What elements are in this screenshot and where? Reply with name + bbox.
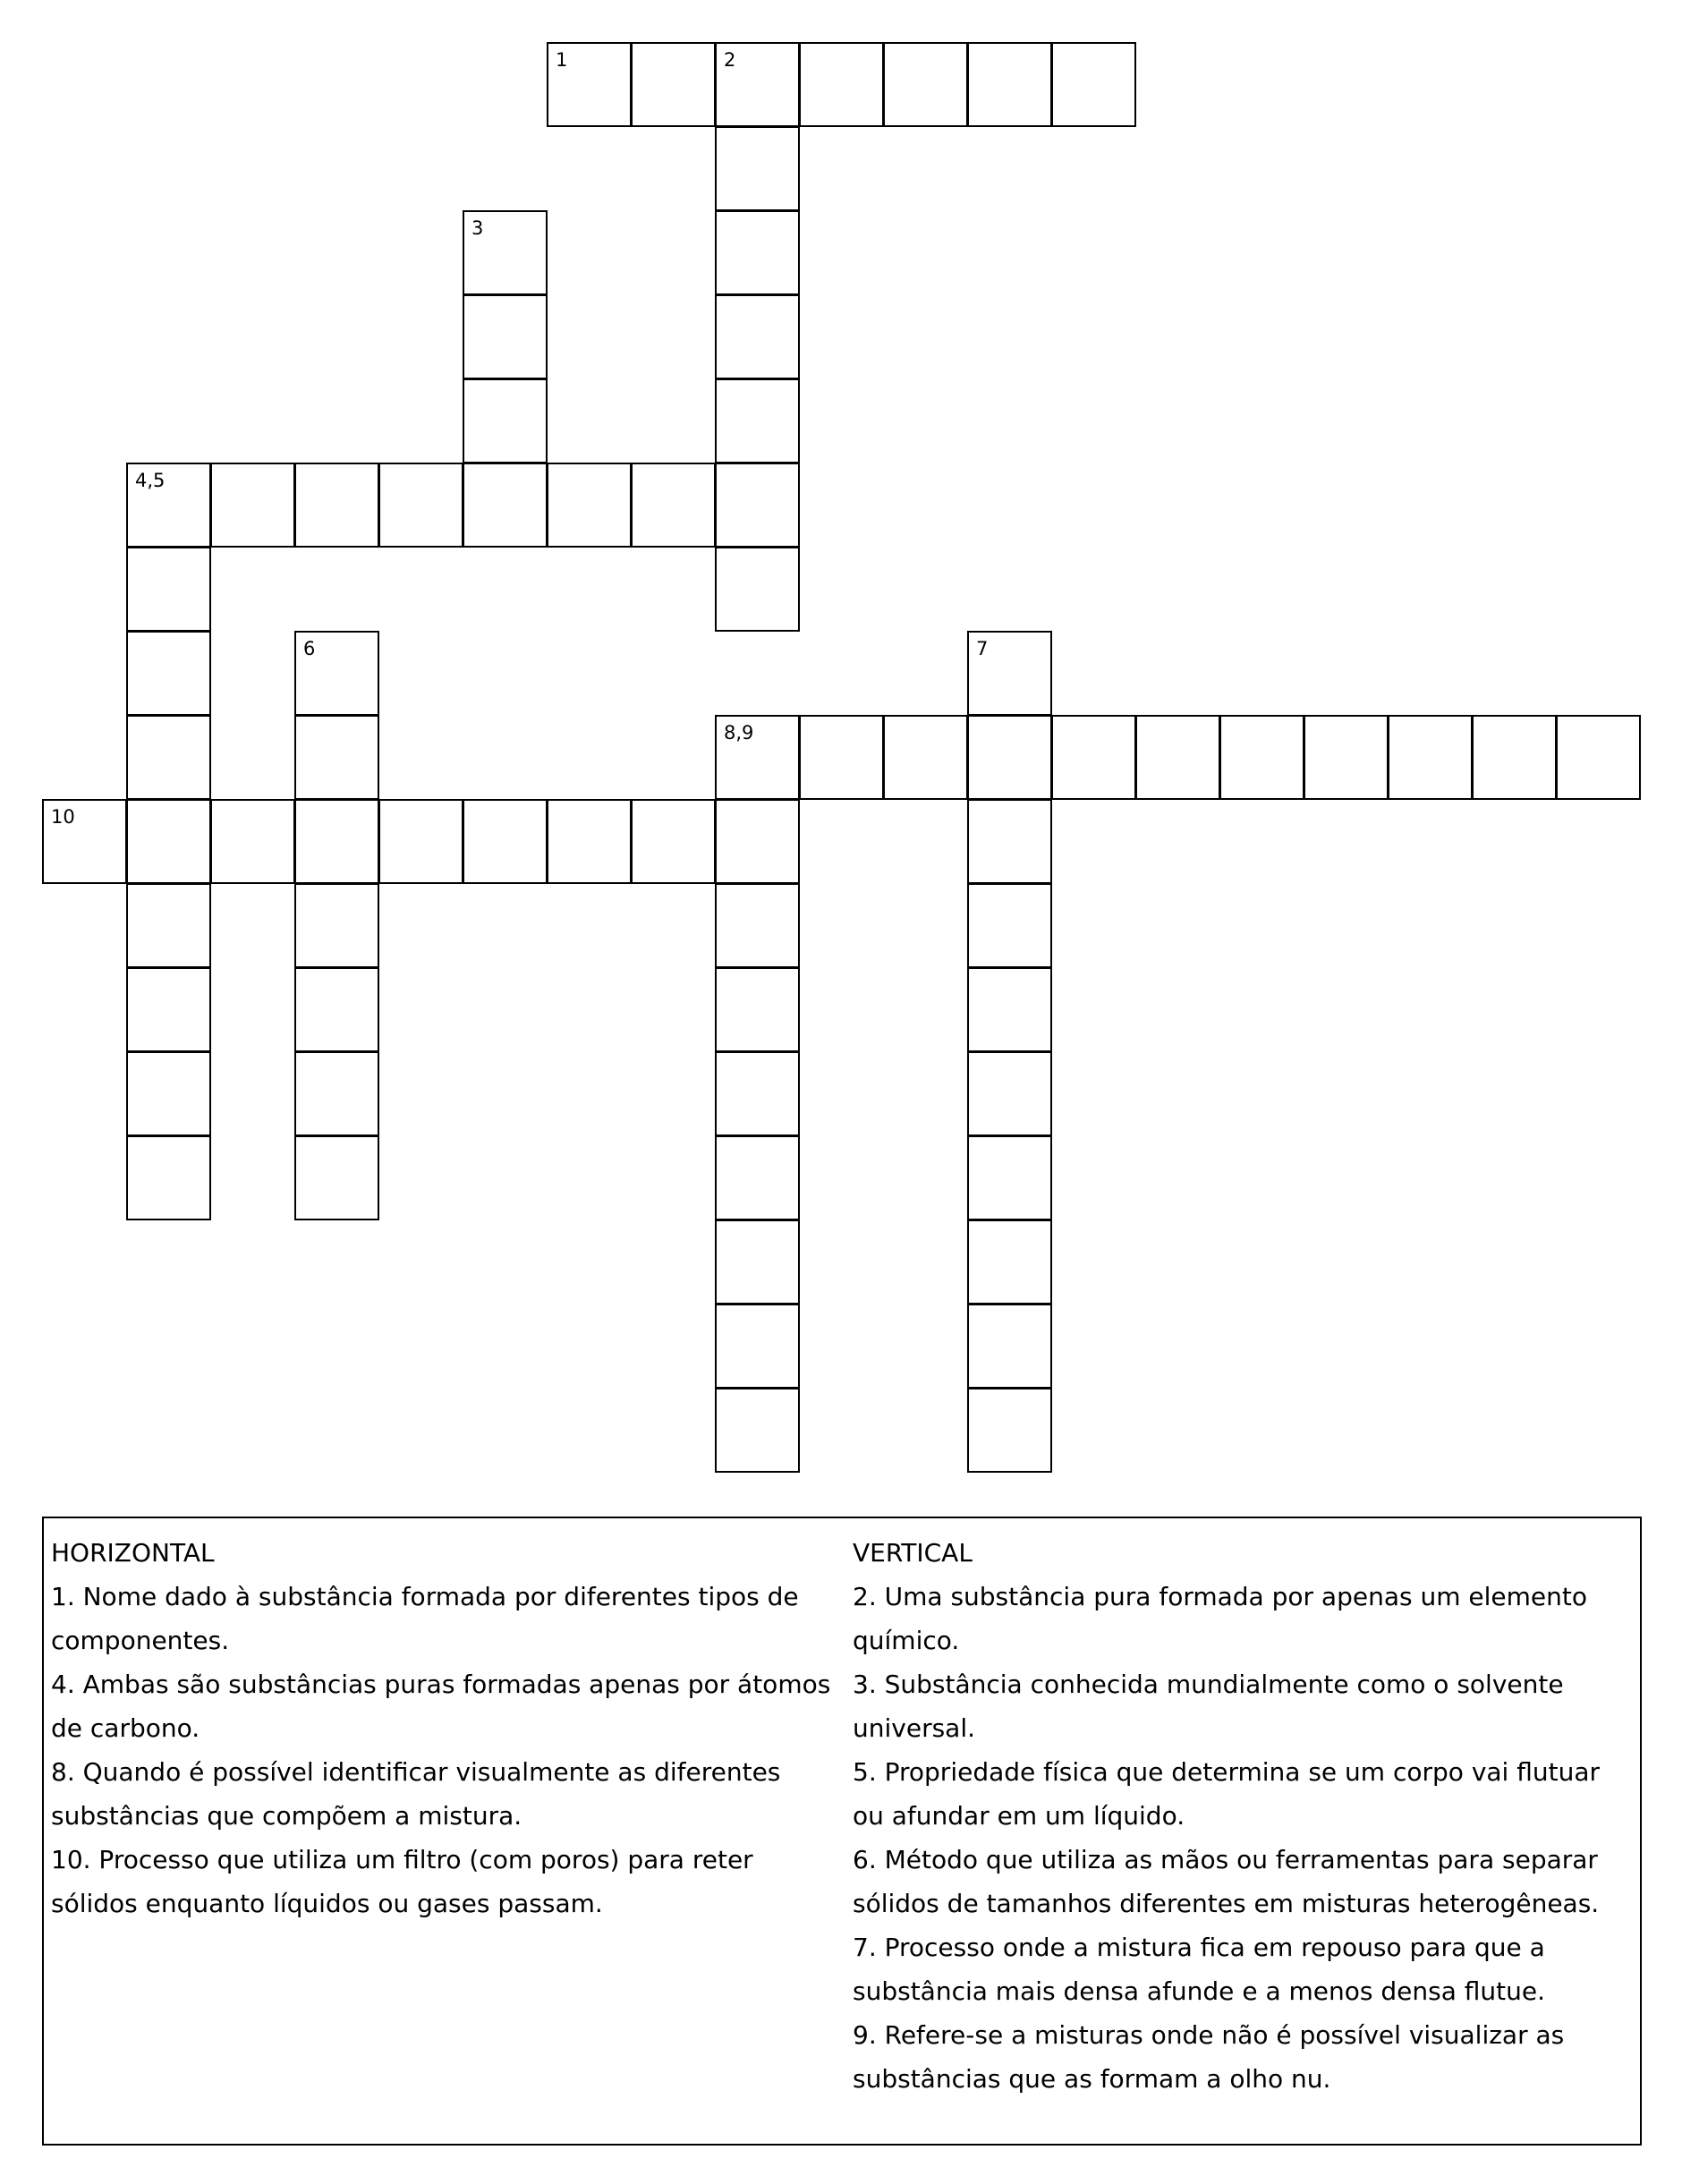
clue-v-2: 2. Uma substância pura formada por apenas um elemento químico.: [853, 1582, 1587, 1655]
clue-h-8: 8. Quando é possível identificar visualmente as diferentes substâncias que compõem a mistura.: [51, 1757, 781, 1831]
clue-h-1: 1. Nome dado à substância formada por diferentes tipos de componentes.: [51, 1582, 799, 1655]
grid-cell[interactable]: [715, 883, 800, 968]
grid-cell[interactable]: [126, 547, 211, 632]
horizontal-heading: HORIZONTAL: [51, 1538, 215, 1568]
grid-cell[interactable]: [42, 799, 127, 884]
grid-cell[interactable]: [967, 1304, 1052, 1389]
grid-cell[interactable]: [715, 294, 800, 379]
grid-cell[interactable]: [294, 631, 379, 716]
grid-cell[interactable]: [294, 463, 379, 548]
grid-cell[interactable]: [967, 631, 1052, 716]
grid-cell[interactable]: [126, 967, 211, 1052]
grid-cell[interactable]: [463, 799, 548, 884]
clues-box: [42, 1517, 1642, 2146]
clue-v-5: 5. Propriedade física que determina se um corpo vai flutuar ou afundar em um líquido.: [853, 1757, 1601, 1831]
grid-cell[interactable]: [715, 967, 800, 1052]
grid-cell[interactable]: [967, 883, 1052, 968]
grid-cell[interactable]: [1472, 715, 1557, 800]
grid-cell[interactable]: [294, 715, 379, 800]
grid-cell[interactable]: [294, 883, 379, 968]
clue-number: 1: [556, 49, 568, 71]
clue-v-3: 3. Substância conhecida mundialmente como o solvente universal.: [853, 1670, 1564, 1743]
horizontal-clues: [51, 1531, 838, 1925]
grid-cell[interactable]: [463, 294, 548, 379]
grid-cell[interactable]: [126, 715, 211, 800]
grid-cell[interactable]: [715, 1051, 800, 1136]
clue-v-7: 7. Processo onde a mistura fica em repouso para que a substância mais densa afunde e a menos densa flutue.: [853, 1933, 1545, 2006]
grid-cell[interactable]: [967, 1388, 1052, 1473]
grid-cell[interactable]: [631, 799, 716, 884]
grid-cell[interactable]: [715, 1219, 800, 1304]
grid-cell[interactable]: [967, 1135, 1052, 1220]
grid-cell[interactable]: [547, 42, 632, 127]
clue-number: 7: [976, 638, 989, 659]
clue-h-4: 4. Ambas são substâncias puras formadas apenas por átomos de carbono.: [51, 1670, 831, 1743]
grid-cell[interactable]: [715, 715, 800, 800]
grid-cell[interactable]: [294, 1051, 379, 1136]
grid-cell[interactable]: [126, 799, 211, 884]
grid-cell[interactable]: [1135, 715, 1220, 800]
grid-cell[interactable]: [463, 463, 548, 548]
clue-number: 10: [51, 806, 75, 828]
grid-cell[interactable]: [547, 799, 632, 884]
grid-cell[interactable]: [715, 1388, 800, 1473]
grid-cell[interactable]: [463, 378, 548, 463]
grid-cell[interactable]: [1051, 42, 1136, 127]
grid-cell[interactable]: [126, 1135, 211, 1220]
grid-cell[interactable]: [126, 631, 211, 716]
grid-cell[interactable]: [715, 1304, 800, 1389]
clue-h-10: 10. Processo que utiliza um filtro (com poros) para reter sólidos enquanto líquidos ou gases passam.: [51, 1845, 753, 1918]
vertical-heading: VERTICAL: [853, 1538, 973, 1568]
grid-cell[interactable]: [210, 799, 295, 884]
grid-cell[interactable]: [883, 715, 968, 800]
grid-cell[interactable]: [631, 463, 716, 548]
grid-cell[interactable]: [715, 126, 800, 211]
grid-cell[interactable]: [1219, 715, 1304, 800]
grid-cell[interactable]: [967, 1051, 1052, 1136]
grid-cell[interactable]: [967, 967, 1052, 1052]
clue-number: 8,9: [724, 722, 754, 744]
grid-cell[interactable]: [715, 378, 800, 463]
grid-cell[interactable]: [126, 463, 211, 548]
grid-cell[interactable]: [294, 967, 379, 1052]
grid-cell[interactable]: [715, 42, 800, 127]
grid-cell[interactable]: [715, 1135, 800, 1220]
grid-cell[interactable]: [967, 799, 1052, 884]
vertical-clues: [853, 1531, 1622, 2101]
grid-cell[interactable]: [378, 463, 463, 548]
grid-cell[interactable]: [715, 463, 800, 548]
clue-number: 4,5: [135, 470, 166, 491]
grid-cell[interactable]: [1556, 715, 1641, 800]
clue-number: 3: [471, 217, 484, 239]
grid-cell[interactable]: [1304, 715, 1389, 800]
clue-number: 6: [303, 638, 316, 659]
clue-v-6: 6. Método que utiliza as mãos ou ferramentas para separar sólidos de tamanhos diferentes em misturas heterogêneas.: [853, 1845, 1600, 1918]
grid-cell[interactable]: [715, 547, 800, 632]
grid-cell[interactable]: [547, 463, 632, 548]
grid-cell[interactable]: [883, 42, 968, 127]
clue-v-9: 9. Refere-se a misturas onde não é possível visualizar as substâncias que as formam a olho nu.: [853, 2020, 1565, 2094]
grid-cell[interactable]: [715, 799, 800, 884]
grid-cell[interactable]: [715, 210, 800, 295]
grid-cell[interactable]: [294, 1135, 379, 1220]
grid-cell[interactable]: [631, 42, 716, 127]
grid-cell[interactable]: [967, 715, 1052, 800]
grid-cell[interactable]: [967, 42, 1052, 127]
grid-cell[interactable]: [1051, 715, 1136, 800]
clue-number: 2: [724, 49, 736, 71]
grid-cell[interactable]: [967, 1219, 1052, 1304]
grid-cell[interactable]: [294, 799, 379, 884]
grid-cell[interactable]: [1388, 715, 1473, 800]
grid-cell[interactable]: [799, 42, 884, 127]
grid-cell[interactable]: [126, 1051, 211, 1136]
grid-cell[interactable]: [126, 883, 211, 968]
grid-cell[interactable]: [463, 210, 548, 295]
grid-cell[interactable]: [378, 799, 463, 884]
grid-cell[interactable]: [799, 715, 884, 800]
grid-cell[interactable]: [210, 463, 295, 548]
